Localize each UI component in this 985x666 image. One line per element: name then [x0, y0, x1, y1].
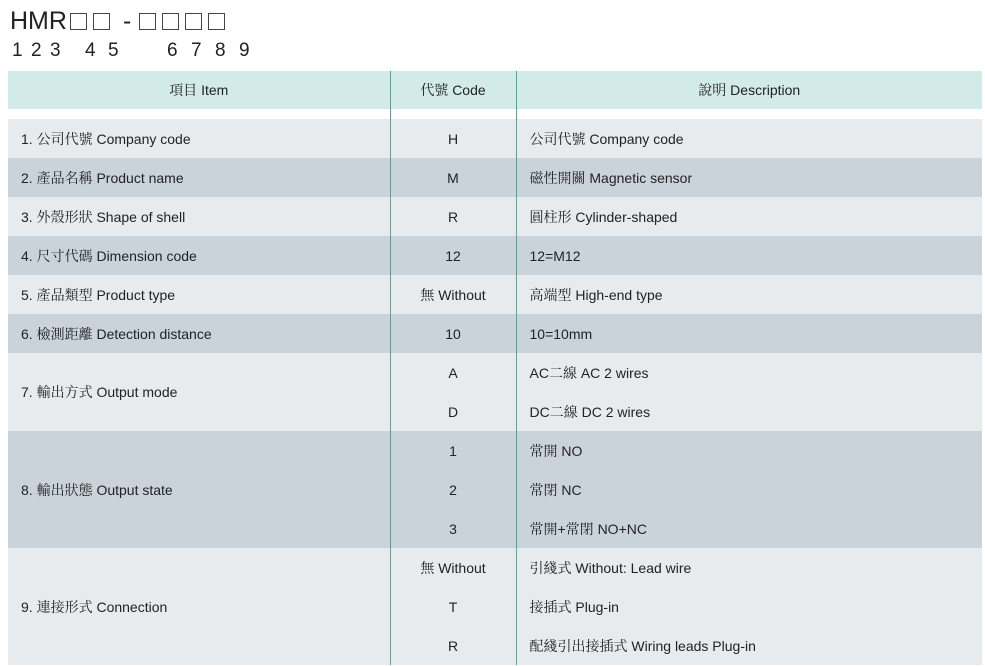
position-digit: 1: [12, 40, 23, 61]
position-digit: 5: [108, 40, 119, 61]
model-code-table: [8, 71, 982, 665]
position-digit: 3: [50, 40, 61, 61]
row-item: 1. 公司代號 Company code: [8, 119, 390, 158]
row-description: 配綫引出接插式 Wiring leads Plug-in: [516, 626, 982, 665]
position-digit: 8: [215, 40, 226, 61]
row-code: 10: [390, 314, 516, 353]
table-row: [8, 275, 982, 314]
row-item: 6. 檢測距離 Detection distance: [8, 314, 390, 353]
model-dash: -: [122, 6, 132, 35]
table-row: [8, 119, 982, 158]
row-code: T: [390, 587, 516, 626]
row-code: 2: [390, 470, 516, 509]
row-item: 7. 輸出方式 Output mode: [8, 353, 390, 431]
code-box-5: [93, 13, 110, 30]
row-item: 2. 產品名稱 Product name: [8, 158, 390, 197]
code-box-7: [162, 13, 179, 30]
table-row: [8, 353, 982, 392]
code-box-8: [185, 13, 202, 30]
table-header-row: [8, 71, 982, 109]
position-digit: 4: [85, 40, 96, 61]
position-digit: 2: [31, 40, 42, 61]
row-description: 常開+常閉 NO+NC: [516, 509, 982, 548]
model-prefix: HMR: [10, 6, 67, 35]
row-code: D: [390, 392, 516, 431]
row-description: 圓柱形 Cylinder-shaped: [516, 197, 982, 236]
row-description: 12=M12: [516, 236, 982, 275]
row-code: M: [390, 158, 516, 197]
model-code-title: [10, 5, 231, 37]
position-digit: 6: [167, 40, 178, 61]
row-description: DC二線 DC 2 wires: [516, 392, 982, 431]
header-description: 說明 Description: [516, 71, 982, 109]
row-description: 引綫式 Without: Lead wire: [516, 548, 982, 587]
row-description: 接插式 Plug-in: [516, 587, 982, 626]
row-code: H: [390, 119, 516, 158]
row-code: R: [390, 626, 516, 665]
row-description: 常閉 NC: [516, 470, 982, 509]
row-code: 無 Without: [390, 548, 516, 587]
table-row: [8, 548, 982, 587]
code-box-4: [70, 13, 87, 30]
row-description: 10=10mm: [516, 314, 982, 353]
table-row: [8, 158, 982, 197]
header-item: 項目 Item: [8, 71, 390, 109]
row-item: 3. 外殼形狀 Shape of shell: [8, 197, 390, 236]
row-description: 公司代號 Company code: [516, 119, 982, 158]
header-code: 代號 Code: [390, 71, 516, 109]
table-row: [8, 236, 982, 275]
table-row: [8, 197, 982, 236]
row-code: A: [390, 353, 516, 392]
code-box-6: [139, 13, 156, 30]
row-description: AC二線 AC 2 wires: [516, 353, 982, 392]
position-digit: 7: [191, 40, 202, 61]
table-row: [8, 314, 982, 353]
row-code: 1: [390, 431, 516, 470]
row-code: 無 Without: [390, 275, 516, 314]
row-item: 9. 連接形式 Connection: [8, 548, 390, 665]
position-digits: [10, 40, 310, 62]
table-row: [8, 431, 982, 470]
row-description: 常開 NO: [516, 431, 982, 470]
row-description: 磁性開關 Magnetic sensor: [516, 158, 982, 197]
row-item: 8. 輸出狀態 Output state: [8, 431, 390, 548]
position-digit: 9: [239, 40, 250, 61]
row-description: 高端型 High-end type: [516, 275, 982, 314]
row-item: 4. 尺寸代碼 Dimension code: [8, 236, 390, 275]
code-box-9: [208, 13, 225, 30]
row-code: R: [390, 197, 516, 236]
row-item: 5. 產品類型 Product type: [8, 275, 390, 314]
row-code: 3: [390, 509, 516, 548]
row-code: 12: [390, 236, 516, 275]
